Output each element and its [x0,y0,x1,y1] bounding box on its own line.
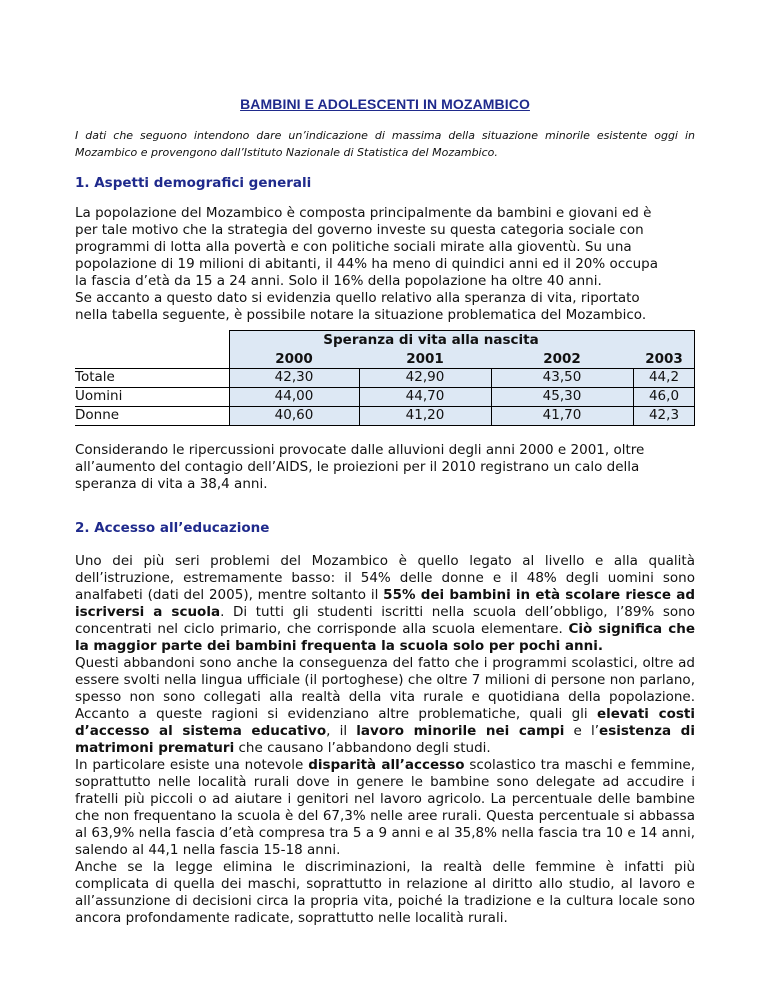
text-run: scolastico tra maschi e femmine, soprattutto nelle località rurali dove in genere le bambine sono delegate ad accudire i fratelli più piccoli o ad aiutare i genitori nel lavoro agricolo. La percentuale delle bambine che non frequentano la scuola è del 67,3% nelle aree rurali. Questa percentuale si abbassa al 63,9% nella fascia d’età compresa tra 5 a 9 anni e al 35,8% nella fascia tra 10 e 14 anni, salendo al 44,1 nella fascia 15-18 anni. [75,757,695,858]
table-year-header: 2003 [645,351,683,367]
table-cell: 45,30 [542,388,582,404]
text-run: , il [326,723,357,739]
bold-text: lavoro minorile nei campi [356,723,565,739]
text-run: In particolare esiste una notevole [75,757,309,773]
bold-text: esistenza di matrimoni prematuri [75,723,695,756]
text-line: la fascia d’età da 15 a 24 anni. Solo il 16% della popolazione ha oltre 40 anni. [75,273,602,289]
text-block [75,553,695,655]
table-cell: 40,60 [274,407,314,423]
table-cell: 44,70 [405,388,445,404]
table-caption: Speranza di vita alla nascita [323,332,539,348]
intro-note: I dati che seguono intendono dare un’indicazione di massima della situazione minorile esistente oggi in Mozambico e provengono dall’Istituto Nazionale di Statistica del Mozambico. [75,129,695,159]
text-run: Uno dei più seri problemi del Mozambico è quello legato al livello e alla qualità dell’istruzione, estremamente basso: il 54% delle donne e il 48% degli uomini sono analfabeti (dati del 2005), mentre soltanto il [75,553,695,603]
text-line: La popolazione del Mozambico è composta principalmente da bambini e giovani ed è [75,205,652,221]
table-cell: 41,20 [405,407,445,423]
table-cell: 44,00 [274,388,314,404]
table-row-label: Uomini [75,388,123,404]
document-title: BAMBINI E ADOLESCENTI IN MOZAMBICO [240,96,530,112]
table-cell: 41,70 [542,407,582,423]
table-row-label: Totale [75,369,115,385]
table-cell: 42,90 [405,369,445,385]
text-line: programmi di lotta alla povertà e con politiche sociali mirate alla gioventù. Su una [75,239,632,255]
table-year-header: 2002 [543,351,581,367]
text-run: che causano l’abbandono degli studi. [234,740,491,756]
text-block [75,859,695,927]
life-expectancy-table [75,330,695,426]
text-line: per tale motivo che la strategia del governo investe su questa categoria sociale con [75,222,644,238]
table-year-header: 2000 [275,351,313,367]
bold-text: elevati costi d’accesso al sistema educativo [75,706,695,739]
table-rule [75,425,695,426]
text-line: all’aumento del contagio dell’AIDS, le proiezioni per il 2010 registrano un calo della [75,459,640,475]
text-run: Anche se la legge elimina le discriminazioni, la realtà delle femmine è infatti più complicata di quella dei maschi, soprattutto in relazione al diritto allo studio, al lavoro e all’assunzione di decisioni circa la propria vita, poiché la tradizione e la cultura locale sono ancora profondamente radicate, soprattutto nelle località rurali. [75,859,695,926]
table-cell: 42,30 [274,369,314,385]
section-heading-educazione: 2. Accesso all’educazione [75,520,270,536]
text-line: Se accanto a questo dato si evidenzia quello relativo alla speranza di vita, riportato [75,290,640,306]
text-line: popolazione di 19 milioni di abitanti, il 44% ha meno di quindici anni ed il 20% occupa [75,256,659,272]
table-cell: 43,50 [542,369,582,385]
section-heading-demografia: 1. Aspetti demografici generali [75,175,312,191]
table-cell: 42,3 [648,407,680,423]
text-line: Considerando le ripercussioni provocate dalle alluvioni degli anni 2000 e 2001, oltre [75,442,645,458]
table-year-header: 2001 [406,351,444,367]
text-line: nella tabella seguente, è possibile notare la situazione problematica del Mozambico. [75,307,647,323]
text-line: speranza di vita a 38,4 anni. [75,476,268,492]
bold-text: disparità all’accesso [308,757,465,773]
table-cell: 46,0 [648,388,680,404]
bold-text: 55% dei bambini in età scolare riesce ad iscriversi a scuola [75,587,695,620]
text-run: e l’ [564,723,600,739]
section2-paragraph [75,553,695,927]
text-block [75,757,695,859]
text-run: . Di tutti gli studenti iscritti nella scuola dell’obbligo, l’89% sono concentrati nel ciclo primario, che corrisponde alla scuola elementare. [75,604,695,637]
text-run: Questi abbandoni sono anche la conseguenza del fatto che i programmi scolastici, oltre ad essere svolti nella lingua ufficiale (il portoghese) che oltre 7 milioni di persone non parlano, spesso non sono collegati alla realtà della vita rurale e quotidiana della popolazione. Accanto a queste ragioni si evidenziano altre problematiche, quali gli [75,655,695,722]
after-table-paragraph [75,442,695,493]
text-block [75,655,695,757]
table-row-label: Donne [75,407,120,423]
bold-text: Ciò significa che la maggior parte dei bambini frequenta la scuola solo per pochi anni. [75,621,695,654]
table-cell: 44,2 [648,369,680,385]
section1-paragraph [75,205,695,324]
